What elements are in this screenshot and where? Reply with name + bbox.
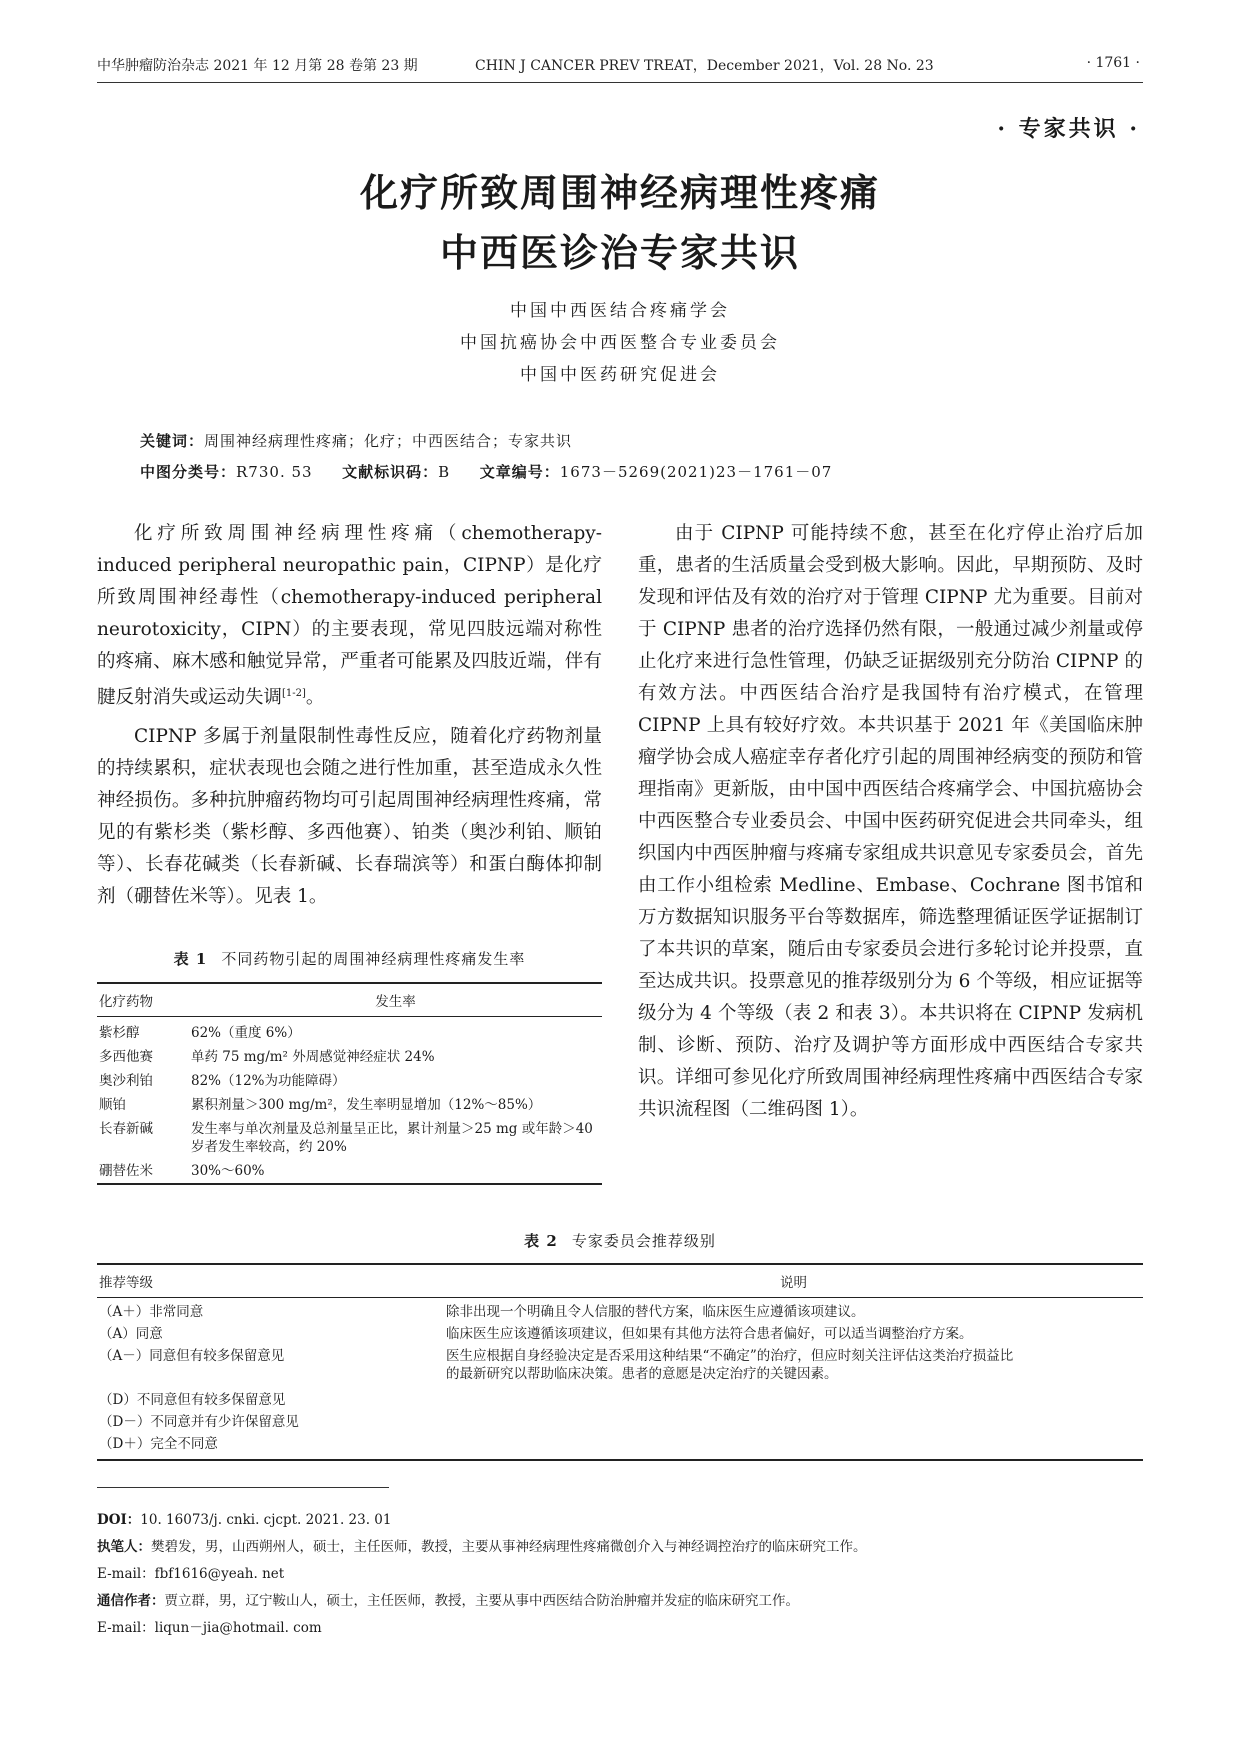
table-cell: 临床医生应该遵循该项建议，但如果有其他方法符合患者偏好，可以适当调整治疗方案。	[446, 1326, 973, 1342]
corresponding-line	[97, 1589, 799, 1609]
table-cell: （A）同意	[99, 1326, 163, 1342]
table-row	[97, 1069, 602, 1093]
table-cell: 62%（重度 6%）	[191, 1025, 301, 1041]
writer-email: E-mail：fbf1616@yeah. net	[97, 1566, 285, 1582]
table-cell: 奥沙利铂	[99, 1073, 153, 1089]
table2-header: 推荐等级	[97, 1264, 444, 1298]
table2-caption	[97, 1230, 1143, 1251]
table-row	[97, 1345, 1143, 1389]
page-number: · 1761 ·	[1086, 55, 1140, 71]
author-org-3: 中国中医药研究促进会	[520, 365, 720, 385]
writer-line	[97, 1535, 867, 1555]
table-cell: 顺铂	[99, 1097, 126, 1113]
clc-label: 中图分类号：	[140, 463, 237, 481]
paragraph: CIPNP 多属于剂量限制性毒性反应，随着化疗药物剂量的持续累积，症状表现也会随之进行性加重，甚至造成永久性神经损伤。多种抗肿瘤药物均可引起周围神经病理性疼痛，常见的有紫杉类（紫杉醇、多西他赛）、铂类（奥沙利铂、顺铂等）、长春花碱类（长春新碱、长春瑞滨等）和蛋白酶体抑制剂（硼替佐米等）。见表 1。	[97, 726, 602, 908]
table2	[97, 1263, 1143, 1461]
right-column	[638, 518, 1143, 1126]
classification-line	[140, 461, 832, 482]
section-tag: · 专家共识 ·	[997, 116, 1140, 142]
writer-label: 执笔人：	[97, 1539, 151, 1555]
table-row	[97, 1433, 1143, 1460]
paragraph	[97, 518, 602, 714]
table-cell: 30%～60%	[189, 1159, 602, 1184]
table-cell: 多西他赛	[99, 1049, 153, 1065]
author-org-2: 中国抗癌协会中西医整合专业委员会	[460, 333, 780, 353]
paragraph: 由于 CIPNP 可能持续不愈，甚至在化疗停止治疗后加重，患者的生活质量会受到极大影响。因此，早期预防、及时发现和评估及有效的治疗对于管理 CIPNP 尤为重要。目前对于 CIPNP 患者的治疗选择仍然有限，一般通过减少剂量或停止化疗来进行急性管理，仍缺乏证据级别充分防治 CIPNP 的有效方法。中西医结合治疗是我国特有治疗模式，在管理 CIPNP 上具有较好疗效。本共识基于 2021 年《美国临床肿瘤学协会成人癌症幸存者化疗引起的周围神经病变的预防和管理指南》更新版，由中国中西医结合疼痛学会、中国抗癌协会中西医整合专业委员会、中国中医药研究促进会共同牵头，组织国内中西医肿瘤与疼痛专家组成共识意见专家委员会，首先由工作小组检索 Medline、Embase、Cochrane 图书馆和万方数据知识服务平台等数据库，筛选整理循证医学证据制订了本共识的草案，随后由专家委员会进行多轮讨论并投票，直至达成共识。投票意见的推荐级别分为 6 个等级，相应证据等级分为 4 个等级（表 2 和表 3）。本共识将在 CIPNP 发病机制、诊断、预防、治疗及调护等方面形成中西医结合专家共识。详细可参见化疗所致周围神经病理性疼痛中西医结合专家共识流程图（二维码图 1）。	[638, 523, 1143, 1120]
table1	[97, 982, 602, 1185]
paragraph-end: 。	[305, 687, 325, 709]
table-cell: （D）不同意但有较多保留意见	[99, 1392, 286, 1408]
header-rule	[97, 82, 1143, 83]
corresponding-info: 贾立群，男，辽宁鞍山人，硕士，主任医师，教授，主要从事中西医结合防治肿瘤并发症的临床研究工作。	[164, 1593, 799, 1609]
table-row	[97, 1411, 1143, 1433]
table-row	[97, 1298, 1143, 1324]
table-cell	[444, 1411, 1143, 1433]
table-row	[97, 1159, 602, 1184]
table2-header: 说明	[444, 1264, 1143, 1298]
table-row	[97, 1017, 602, 1046]
author-org-1: 中国中西医结合疼痛学会	[510, 301, 730, 321]
clc-value: R730. 53	[236, 463, 313, 481]
table-cell: （D＋）完全不同意	[97, 1433, 444, 1460]
table1-caption	[97, 948, 602, 969]
citation: [1-2]	[282, 688, 306, 699]
journal-header-center: CHIN J CANCER PREV TREAT，December 2021，Vol. 28 No. 23	[475, 58, 934, 74]
table1-header: 发生率	[189, 983, 602, 1017]
table-cell	[444, 1433, 1143, 1460]
paragraph-text: 化疗所致周围神经病理性疼痛（chemotherapy-induced peripheral neuropathic pain，CIPNP）是化疗所致周围神经毒性（chemotherapy-induced peripheral neurotoxicity，CIPN）的主要表现，常见四肢远端对称性的疼痛、麻木感和触觉异常，严重者可能累及四肢近端，伴有腱反射消失或运动失调	[97, 523, 602, 709]
doc-code-value: B	[438, 463, 451, 481]
article-no-label: 文章编号：	[479, 463, 560, 481]
left-column	[97, 518, 602, 913]
article-title-line2: 中西医诊治专家共识	[439, 230, 800, 275]
table2-caption-text: 专家委员会推荐级别	[571, 1232, 716, 1250]
table-cell	[444, 1389, 1143, 1411]
table-row	[97, 1117, 602, 1159]
doi-line	[97, 1508, 392, 1528]
table-cell: 单药 75 mg/m² 外周感觉神经症状 24%	[191, 1049, 435, 1065]
corresponding-email: E-mail：liqun－jia@hotmail. com	[97, 1620, 322, 1636]
keywords-label: 关键词：	[140, 432, 205, 450]
keywords: 周围神经病理性疼痛；化疗；中西医结合；专家共识	[204, 432, 573, 450]
table1-caption-text: 不同药物引起的周围神经病理性疼痛发生率	[221, 950, 526, 968]
table-row	[97, 1045, 602, 1069]
doc-code-label: 文献标识码：	[342, 463, 439, 481]
writer-info: 樊碧发，男，山西朔州人，硕士，主任医师，教授，主要从事神经病理性疼痛微创介入与神经调控治疗的临床研究工作。	[151, 1539, 867, 1555]
table-row	[97, 1389, 1143, 1411]
table-cell: 长春新碱	[99, 1121, 153, 1137]
table-cell: （D－）不同意并有少许保留意见	[99, 1414, 299, 1430]
journal-header-left: 中华肿瘤防治杂志 2021 年 12 月第 28 卷第 23 期	[97, 58, 418, 74]
table-cell: 累积剂量＞300 mg/m²，发生率明显增加（12%～85%）	[191, 1097, 542, 1113]
table-cell: 医生应根据自身经验决定是否采用这种结果“不确定”的治疗，但应时刻关注评估这类治疗损益比的最新研究以帮助临床决策。患者的意愿是决定治疗的关键因素。	[446, 1348, 1014, 1382]
footnote-rule	[97, 1487, 389, 1488]
table1-label: 表 1	[173, 950, 208, 968]
keywords-line	[140, 430, 572, 451]
table-row	[97, 1093, 602, 1117]
article-title-line1: 化疗所致周围神经病理性疼痛	[359, 170, 880, 215]
table2-label: 表 2	[524, 1232, 558, 1250]
table-cell: 除非出现一个明确且令人信服的替代方案，临床医生应遵循该项建议。	[446, 1304, 865, 1320]
corresponding-label: 通信作者：	[97, 1593, 165, 1609]
table1-header: 化疗药物	[97, 983, 189, 1017]
table-cell: （A－）同意但有较多保留意见	[99, 1348, 285, 1364]
article-no-value: 1673－5269(2021)23－1761－07	[559, 463, 833, 481]
table-cell: 发生率与单次剂量及总剂量呈正比，累计剂量＞25 mg 或年龄＞40 岁者发生率较高，约 20%	[191, 1121, 593, 1155]
doi-label: DOI：	[97, 1512, 141, 1528]
table-cell: 硼替佐米	[97, 1159, 189, 1184]
doi-value: 10. 16073/j. cnki. cjcpt. 2021. 23. 01	[140, 1512, 392, 1528]
table-cell: （A＋）非常同意	[99, 1304, 204, 1320]
table-cell: 82%（12%为功能障碍）	[191, 1073, 346, 1089]
table-row	[97, 1323, 1143, 1345]
table-cell: 紫杉醇	[99, 1025, 140, 1041]
